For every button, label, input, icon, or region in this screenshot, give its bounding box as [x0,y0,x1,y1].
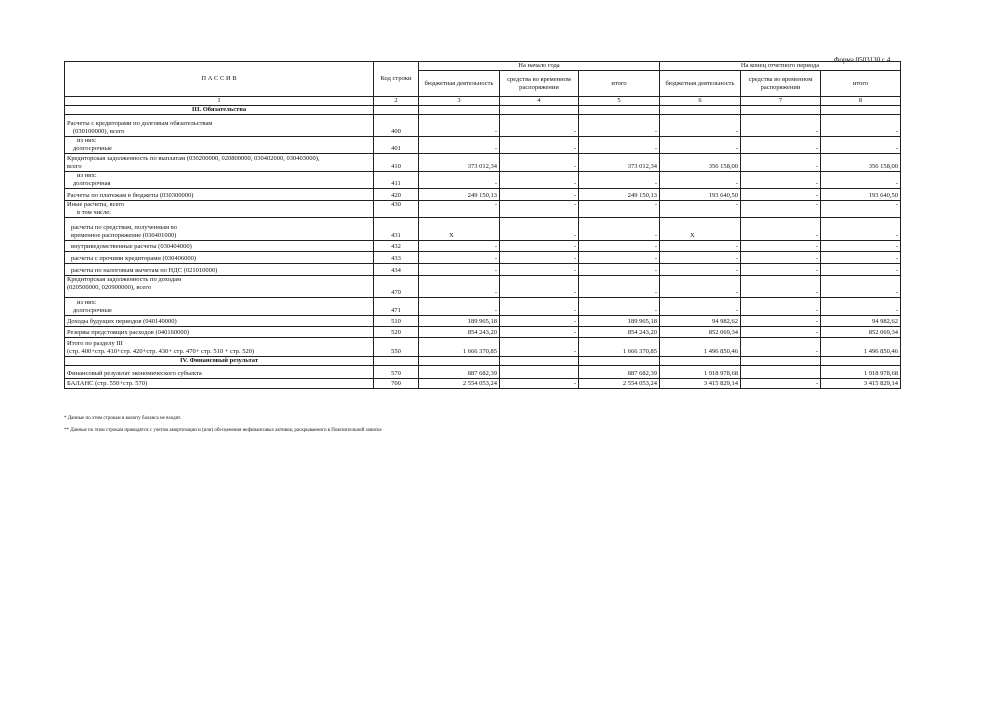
cell: - [741,189,821,201]
cell: - [579,137,660,154]
header-code: Код строки [374,62,419,97]
table-row [65,252,901,264]
row-code: 431 [374,218,419,241]
table-row [65,137,901,154]
cell: - [500,379,579,389]
cell: - [419,201,500,218]
cell: 2 554 053,24 [579,379,660,389]
cell: - [741,241,821,252]
cell: - [741,115,821,137]
row-code: 410 [374,154,419,172]
cell: 1 496 850,46 [821,338,901,357]
header-budget-end: бюджетная деятельность [660,71,741,97]
cell: - [821,218,901,241]
row-code: 430 [374,201,419,218]
cell: 852 069,34 [660,327,741,338]
cell: 249 150,13 [579,189,660,201]
cell: 189 965,18 [419,316,500,327]
form-number: Форма 0503130 с.4 [834,56,891,64]
row-code: 434 [374,264,419,276]
cell: X [419,218,500,241]
footnote: ** Данные по этим строкам приводятся с учетом амортизации и (или) обесценения нефинансовых активов, раскрываемого в Пояснительной записке [64,428,382,433]
section-title: III. Обязательства [65,106,374,115]
cell: - [821,241,901,252]
row-label: Расчеты с кредиторами по долговым обязательствам [67,120,213,127]
row-label: Финансовый результат экономического субъекта [65,366,374,379]
row-label: долгосрочные [73,145,112,152]
section-title: IV. Финансовый результат [65,357,374,366]
header-period-end: На конец отчетного периода [660,62,901,71]
cell: - [500,298,579,316]
cell: - [660,298,741,316]
cell: - [741,338,821,357]
cell: - [741,276,821,298]
row-label: (стр. 400+стр. 410+стр. 420+стр. 430+ стр. 470+ стр. 510 + стр. 520) [67,348,255,355]
cell: 854 243,20 [579,327,660,338]
row-label: расчеты по средствам, полученным во [71,224,178,231]
cell: 1 496 850,46 [660,338,741,357]
row-label: Кредиторская задолженность по доходам [67,276,182,283]
cell: - [821,115,901,137]
col-num: 2 [374,97,419,106]
cell: - [821,137,901,154]
footnote: * Данные по этим строкам в валюту баланса не входят. [64,416,182,421]
cell: - [419,298,500,316]
header-budget-start: бюджетная деятельность [419,71,500,97]
cell: 94 982,62 [821,316,901,327]
cell: - [741,172,821,189]
cell [741,366,821,379]
table-row [65,218,901,241]
row-label: долгосрочные [73,307,112,314]
row-label: БАЛАНС (стр. 550+стр. 570) [65,379,374,389]
cell: - [500,264,579,276]
col-num: 6 [660,97,741,106]
cell: 887 682,39 [579,366,660,379]
table-row [65,115,901,137]
cell: X [660,218,741,241]
row-label: временное распоряжение (030401000) [71,232,177,239]
row-code: 570 [374,366,419,379]
col-num: 3 [419,97,500,106]
table-row [65,201,901,218]
table-row [65,154,901,172]
row-label: долгосрочная [73,180,111,187]
row-label: расчеты с прочими кредиторами (030406000) [65,252,374,264]
row-label: Расчеты по платежам в бюджеты (030300000) [65,189,374,201]
row-code: 510 [374,316,419,327]
cell: 3 415 829,14 [660,379,741,389]
cell: 2 554 053,24 [419,379,500,389]
row-label: Кредиторская задолженность по выплатам (030200000, 020800000, 030402000, 030403000), [67,155,320,162]
row-code: 433 [374,252,419,264]
cell: - [419,137,500,154]
cell: - [821,201,901,218]
table-row [65,379,901,389]
row-code: 411 [374,172,419,189]
header-section: П А С С И В [65,62,374,97]
col-num: 4 [500,97,579,106]
row-code: 401 [374,137,419,154]
cell [500,366,579,379]
row-code: 420 [374,189,419,201]
row-label: Иные расчеты, всего [67,201,125,208]
cell: 193 640,50 [821,189,901,201]
cell: - [741,154,821,172]
row-label: в том числе: [77,209,111,216]
cell: - [821,264,901,276]
cell: 1 918 978,68 [821,366,901,379]
cell: - [821,172,901,189]
cell: - [419,276,500,298]
cell: 94 982,62 [660,316,741,327]
col-num: 7 [741,97,821,106]
cell: - [500,316,579,327]
cell: - [500,172,579,189]
row-label: Резервы предстоящих расходов (040160000) [65,327,374,338]
cell: - [579,252,660,264]
cell: - [741,137,821,154]
row-label: расчеты по налоговым вычетам по НДС (021010000) [65,264,374,276]
cell: - [500,338,579,357]
row-code: 700 [374,379,419,389]
cell: - [500,252,579,264]
cell: - [500,201,579,218]
cell: - [821,252,901,264]
table-row [65,366,901,379]
cell: - [741,201,821,218]
cell: - [579,115,660,137]
row-code: 470 [374,276,419,298]
header-total-end: итого [821,71,901,97]
cell: - [821,276,901,298]
table-row [65,316,901,327]
table-row [65,338,901,357]
header-temp-start: средства во временном распоряжении [500,71,579,97]
cell: 193 640,50 [660,189,741,201]
cell: - [419,172,500,189]
cell: 1 666 370,85 [419,338,500,357]
row-code: 471 [374,298,419,316]
cell: - [500,276,579,298]
header-period-start: На начало года [419,62,660,71]
cell: - [500,241,579,252]
row-label: (020500000, 020900000), всего [67,284,151,291]
row-code: 400 [374,115,419,137]
row-label: (030100000), всего [73,128,125,135]
cell: - [500,327,579,338]
cell: - [419,115,500,137]
table-row [65,327,901,338]
cell: - [419,264,500,276]
table-row [65,276,901,298]
cell: - [419,241,500,252]
cell: 356 158,00 [821,154,901,172]
cell: - [660,241,741,252]
cell: - [821,298,901,316]
cell: - [660,172,741,189]
row-label: из них: [77,137,97,144]
col-num: 1 [65,97,374,106]
cell: 249 150,13 [419,189,500,201]
cell: - [741,264,821,276]
table-row [65,172,901,189]
cell: - [660,115,741,137]
cell: - [741,298,821,316]
cell: - [579,264,660,276]
cell: - [660,137,741,154]
cell: - [741,327,821,338]
cell: 887 682,39 [419,366,500,379]
cell: - [660,276,741,298]
cell: 854 243,20 [419,327,500,338]
cell: - [579,298,660,316]
cell: - [579,218,660,241]
cell: 356 158,00 [660,154,741,172]
cell: 373 012,34 [579,154,660,172]
row-label: из них: [77,172,97,179]
table-row [65,189,901,201]
row-code: 520 [374,327,419,338]
cell: - [660,252,741,264]
row-code: 550 [374,338,419,357]
cell: - [500,154,579,172]
cell: 373 012,34 [419,154,500,172]
cell: - [500,218,579,241]
row-label: из них: [77,299,97,306]
cell: 852 069,34 [821,327,901,338]
row-label: Доходы будущих периодов (040140000) [65,316,374,327]
cell: - [500,137,579,154]
cell: 1 666 370,85 [579,338,660,357]
cell: - [579,276,660,298]
cell: - [741,379,821,389]
cell: 3 415 829,14 [821,379,901,389]
row-label: Итого по разделу III [67,340,123,347]
cell: - [419,252,500,264]
cell: - [741,316,821,327]
cell: - [579,172,660,189]
cell: - [500,189,579,201]
row-label: внутриведомственные расчеты (030404000) [65,241,374,252]
header-total-start: итого [579,71,660,97]
cell: - [741,252,821,264]
cell: - [579,241,660,252]
col-num: 5 [579,97,660,106]
table-row [65,264,901,276]
cell: - [660,264,741,276]
cell: 1 918 978,68 [660,366,741,379]
row-label: всего [67,163,82,170]
row-code: 432 [374,241,419,252]
balance-table [64,61,901,389]
table-row [65,298,901,316]
col-num: 8 [821,97,901,106]
cell: - [500,115,579,137]
cell: - [579,201,660,218]
header-temp-end: средства во временном распоряжении [741,71,821,97]
cell: - [660,201,741,218]
cell: - [741,218,821,241]
cell: 189 965,18 [579,316,660,327]
table-row [65,241,901,252]
